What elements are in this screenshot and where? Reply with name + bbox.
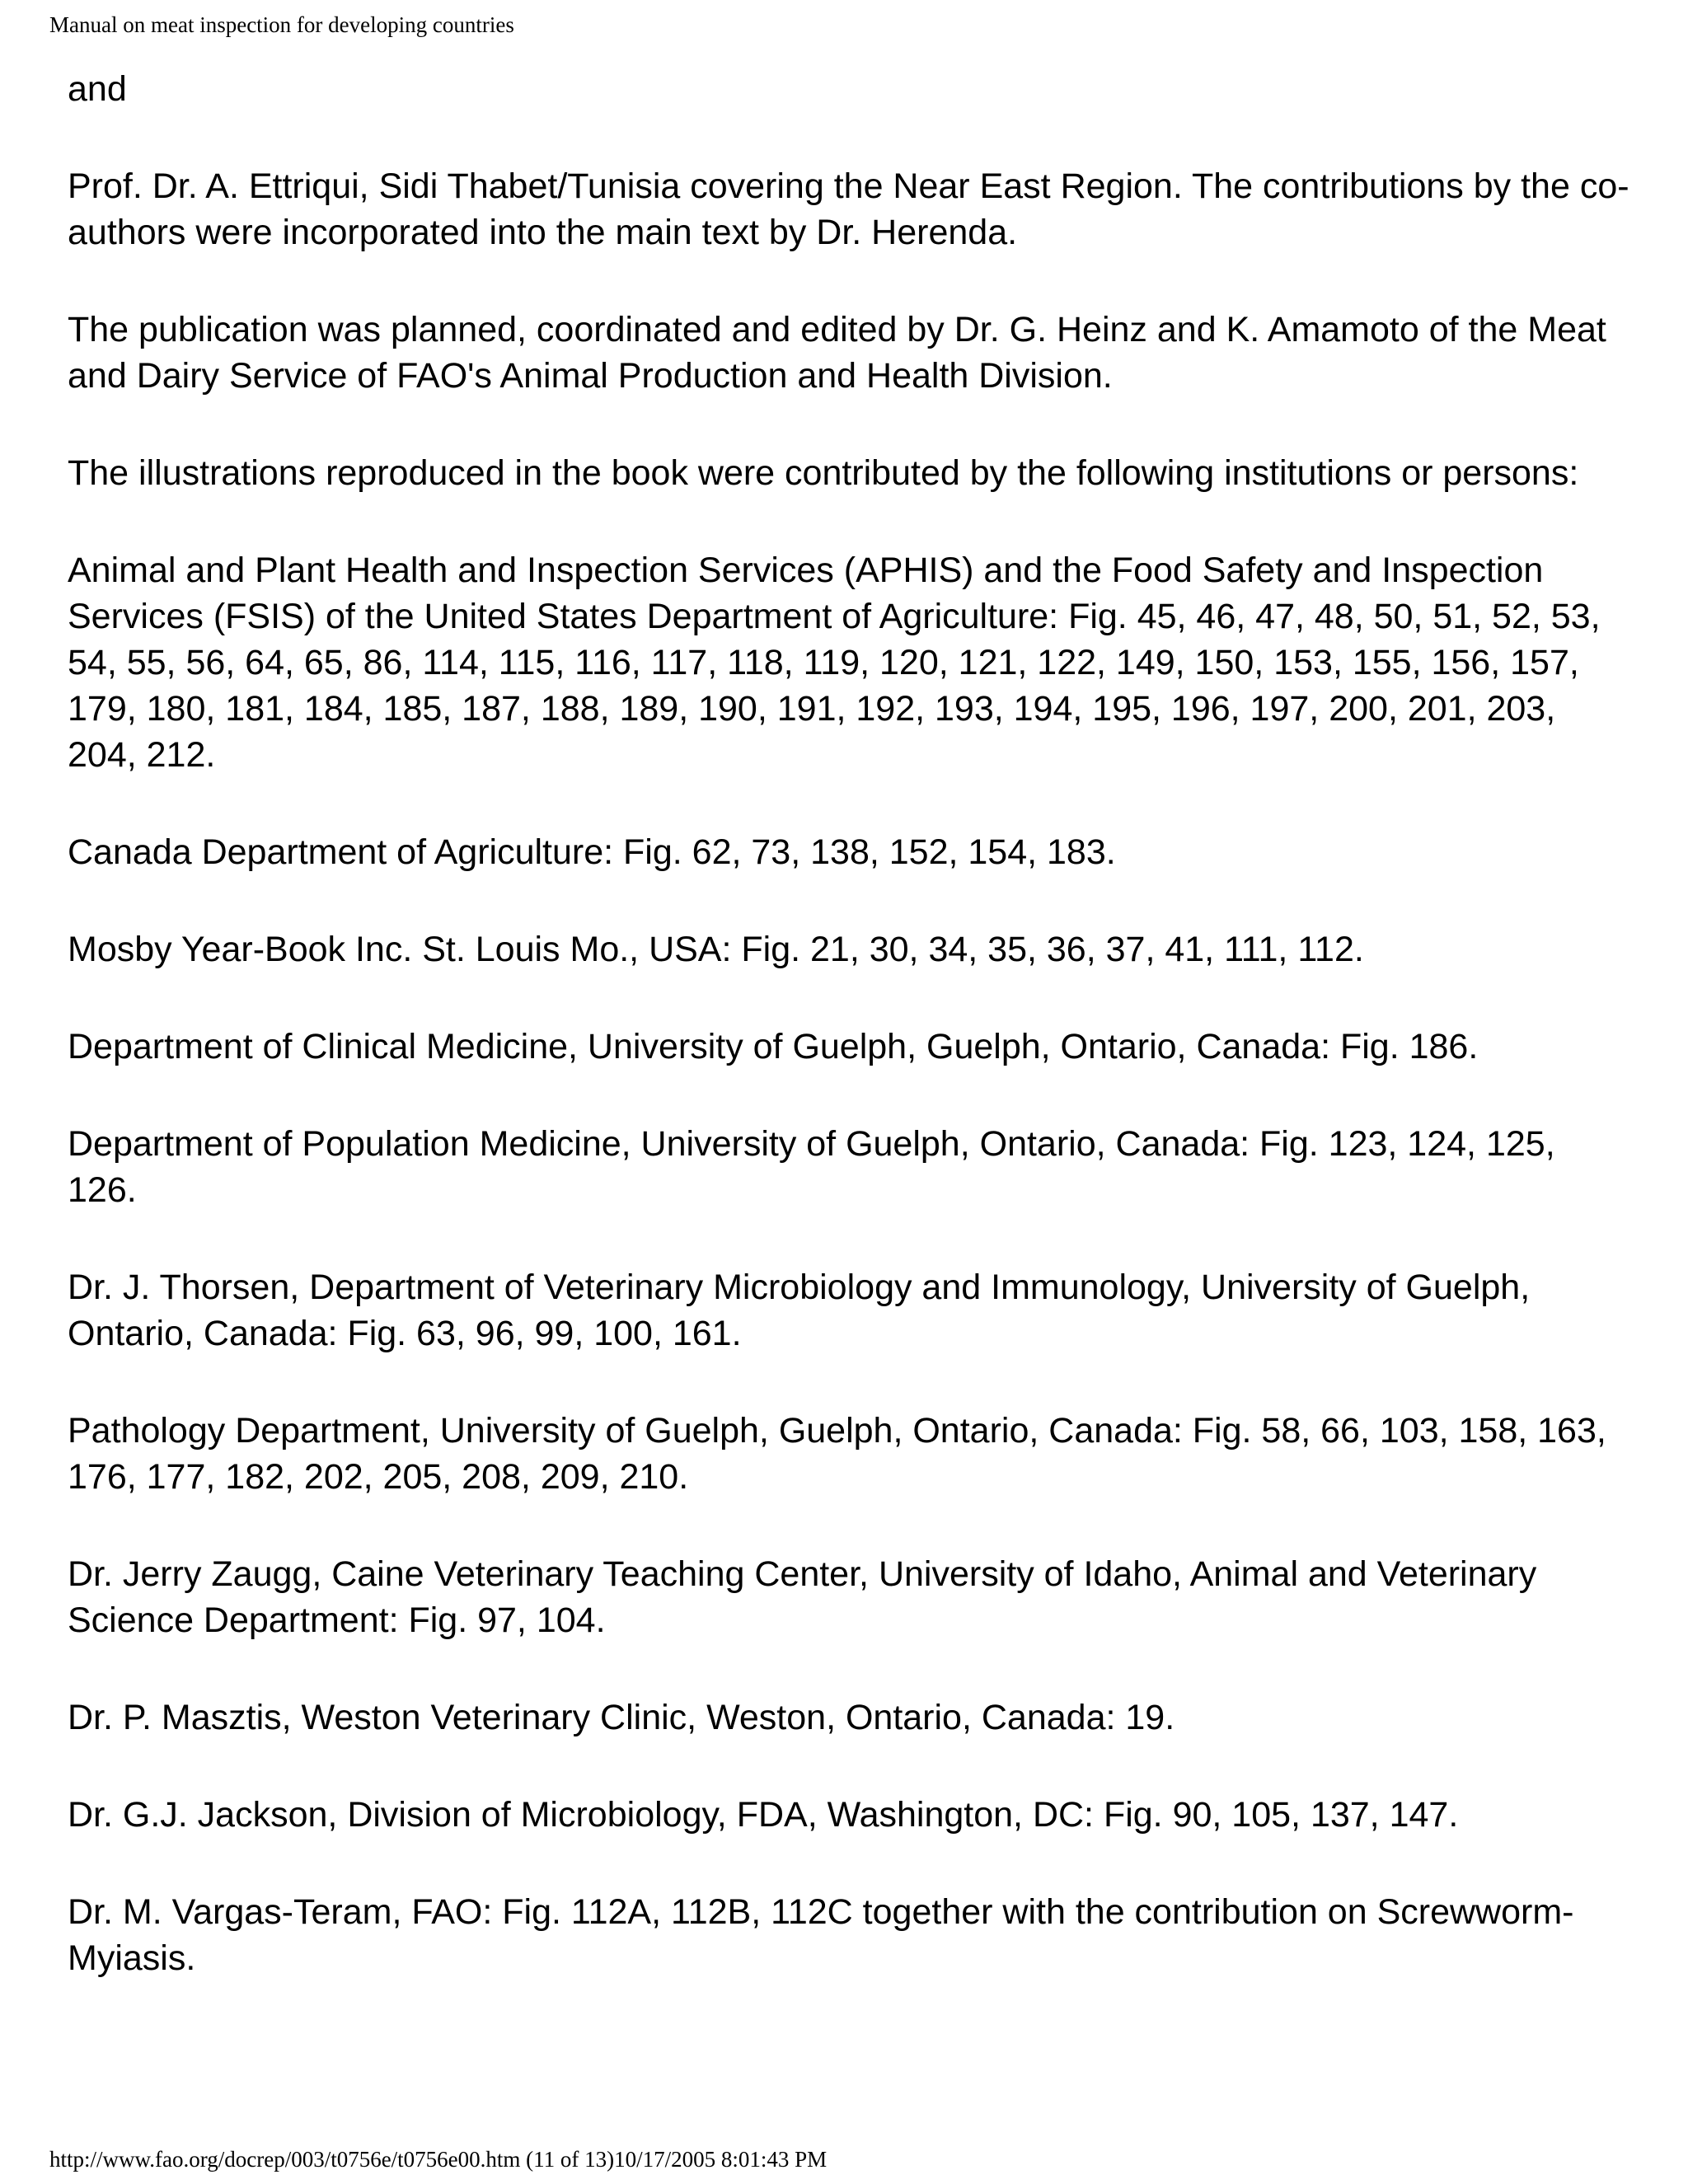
paragraph-zaugg: Dr. Jerry Zaugg, Caine Veterinary Teaching Center, University of Idaho, Animal and Veterinary Science Department: Fig. 97, 104.	[68, 1554, 1537, 1640]
document-body	[68, 66, 1634, 2032]
page-footer-url: http://www.fao.org/docrep/003/t0756e/t0756e00.htm (11 of 13)10/17/2005 8:01:43 PM	[49, 2147, 828, 2172]
paragraph-canada-agriculture: Canada Department of Agriculture: Fig. 62, 73, 138, 152, 154, 183.	[68, 832, 1116, 872]
paragraph-vargas-teram: Dr. M. Vargas-Teram, FAO: Fig. 112A, 112B, 112C together with the contribution on Screwworm-Myiasis.	[68, 1892, 1574, 1978]
paragraph-publication-editors: The publication was planned, coordinated and edited by Dr. G. Heinz and K. Amamoto of the Meat and Dairy Service of FAO's Animal Production and Health Division.	[68, 310, 1606, 396]
paragraph-jackson: Dr. G.J. Jackson, Division of Microbiology, FDA, Washington, DC: Fig. 90, 105, 137, 147.	[68, 1795, 1459, 1835]
page-header-title: Manual on meat inspection for developing countries	[49, 12, 514, 37]
paragraph-mosby: Mosby Year-Book Inc. St. Louis Mo., USA: Fig. 21, 30, 34, 35, 36, 37, 41, 111, 112.	[68, 930, 1364, 969]
paragraph-pathology: Pathology Department, University of Guelph, Guelph, Ontario, Canada: Fig. 58, 66, 103, 158, 163, 176, 177, 182, 202, 205, 208, 209, 210.	[68, 1411, 1606, 1497]
paragraph-illustrations-intro: The illustrations reproduced in the book were contributed by the following institutions or persons:	[68, 453, 1579, 493]
paragraph-aphis-fsis: Animal and Plant Health and Inspection Services (APHIS) and the Food Safety and Inspection Services (FSIS) of the United States Department of Agriculture: Fig. 45, 46, 47, 48, 50, 51, 52, 53, 54, 55, 56, 64, 65, 86, 114, 115, 116, 117, 118, 119, 120, 121, 122, 149, 150, 153, 155, 156, 157, 179, 180, 181, 184, 185, 187, 188, 189, 190, 191, 192, 193, 194, 195, 196, 197, 200, 201, 203, 204, 212.	[68, 551, 1601, 775]
paragraph-thorsen: Dr. J. Thorsen, Department of Veterinary Microbiology and Immunology, University of Guelph, Ontario, Canada: Fig. 63, 96, 99, 100, 161.	[68, 1268, 1531, 1353]
paragraph-ettriqui: Prof. Dr. A. Ettriqui, Sidi Thabet/Tunisia covering the Near East Region. The contributions by the co-authors were incorporated into the main text by Dr. Herenda.	[68, 166, 1629, 252]
paragraph-clinical-medicine: Department of Clinical Medicine, University of Guelph, Guelph, Ontario, Canada: Fig. 186.	[68, 1027, 1479, 1066]
paragraph-and: and	[68, 69, 127, 109]
paragraph-masztis: Dr. P. Masztis, Weston Veterinary Clinic, Weston, Ontario, Canada: 19.	[68, 1698, 1175, 1737]
paragraph-population-medicine: Department of Population Medicine, University of Guelph, Ontario, Canada: Fig. 123, 124, 125, 126.	[68, 1124, 1555, 1210]
